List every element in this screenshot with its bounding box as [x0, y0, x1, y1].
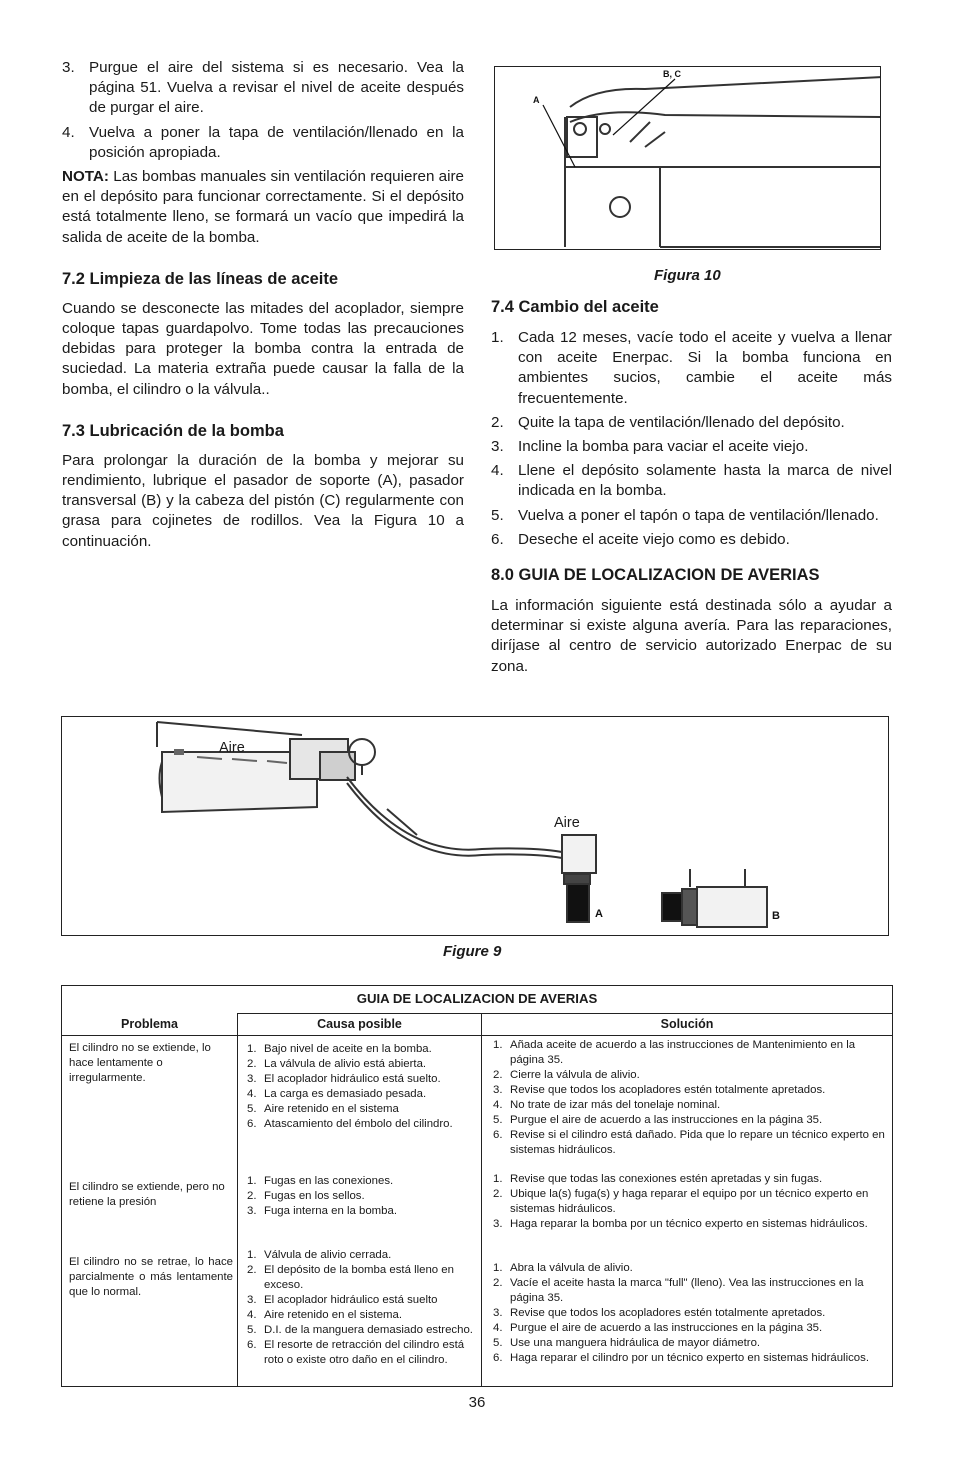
figure-10: [494, 66, 881, 250]
table-title: GUIA DE LOCALIZACION DE AVERIAS: [356, 991, 598, 1006]
row-1-problem: El cilindro no se extiende, lo hace lentamente o irregularmente.: [69, 1042, 211, 1084]
label-a: A: [595, 908, 603, 920]
list-item: 6. Deseche el aceite viejo como es debido.: [491, 530, 790, 548]
note-text: Las bombas manuales sin ventilación requieren aire en el depósito para funcionar correctamente. Si el depósito está totalmente lleno, se formará un vacío que impedirá la salida de aceite de la bomba.: [62, 168, 464, 246]
header-problem: Problema: [121, 1017, 178, 1031]
list-item: 3. El acoplador hidráulico está suelto: [247, 1294, 438, 1306]
purge-steps: [62, 58, 464, 163]
oil-change-steps: [491, 328, 892, 550]
list-item: 4. Llene el depósito solamente hasta la marca de nivel indicada en la bomba.: [491, 462, 892, 500]
section-73-body: Para prolongar la duración de la bomba y mejorar su rendimiento, lubrique el pasador de soporte (A), pasador transversal (B) y la cabeza del pistón (C) regularmente con grasa para cojinetes de rodillos. Vea la Figura 10 a continuación.: [62, 451, 464, 550]
divider: [62, 1035, 892, 1036]
list-item: 2. La válvula de alivio está abierta.: [247, 1058, 427, 1070]
list-item: 5. Aire retenido en el sistema: [247, 1103, 399, 1115]
pump-lubrication-illustration: [495, 67, 881, 250]
row-2-solutions: [493, 1172, 885, 1232]
section-72-title: 7.2 Limpieza de las líneas de aceite: [62, 269, 339, 288]
right-column: [491, 296, 892, 677]
list-item: 6. Revise si el cilindro está dañado. Pida que lo repare un técnico experto en sistemas hidráulicos.: [493, 1129, 885, 1156]
list-item: 1. Fugas en las conexiones.: [247, 1175, 394, 1187]
figure-10-caption: Figura 10: [654, 267, 721, 284]
list-item: 1. Añada aceite de acuerdo a las instrucciones de Mantenimiento en la página 35.: [493, 1039, 856, 1066]
row-1-solutions: [493, 1038, 885, 1158]
list-item: 3. El acoplador hidráulico está suelto.: [247, 1073, 441, 1085]
figure-9: [61, 716, 889, 936]
figure-9-caption: Figure 9: [443, 943, 502, 960]
section-72-body: Cuando se desconecte las mitades del acoplador, siempre coloque tapas guardapolvo. Tome todas las precauciones debidas para proteger la bomba contra la entrada de suciedad. La materia extraña puede causar la falla de la bomba, el cilindro o la válvula..: [62, 299, 464, 398]
section-80-body: La información siguiente está destinada sólo a ayudar a determinar si existe alguna avería. Para las reparaciones, diríjase al centro de servicio autorizado Enerpac de su zona.: [491, 597, 892, 675]
list-item: 3. Haga reparar la bomba por un técnico experto en sistemas hidráulicos.: [493, 1218, 868, 1230]
note-paragraph: [62, 167, 464, 248]
list-item: 4. Aire retenido en el sistema.: [247, 1309, 403, 1321]
list-item: 1. Abra la válvula de alivio.: [493, 1262, 633, 1274]
divider: [238, 1013, 892, 1014]
list-item: 4. La carga es demasiado pesada.: [247, 1088, 427, 1100]
label-b: B: [772, 910, 780, 922]
troubleshooting-table: [61, 985, 893, 1387]
list-item: 5. Use una manguera hidráulica de mayor diámetro.: [493, 1337, 761, 1349]
list-item: 5. Vuelva a poner el tapón o tapa de ventilación/llenado.: [491, 506, 879, 524]
row-3-solutions: [493, 1261, 885, 1366]
list-item: 4. No trate de izar más del tonelaje nominal.: [493, 1099, 721, 1111]
list-item: 2. Vacíe el aceite hasta la marca "full" (lleno). Vea las instrucciones en la página 35.: [493, 1277, 864, 1304]
row-2-problem: El cilindro se extiende, pero no retiene la presión: [69, 1181, 225, 1208]
list-item: 3. Incline la bomba para vaciar el aceite viejo.: [491, 438, 809, 456]
list-item: 2. Cierre la válvula de alivio.: [493, 1069, 640, 1081]
section-74-title: 7.4 Cambio del aceite: [491, 298, 659, 316]
row-3-causes: [247, 1248, 475, 1368]
list-item: 1. Revise que todas las conexiones estén apretadas y sin fugas.: [493, 1173, 823, 1185]
label-a: A: [533, 95, 540, 105]
list-item: 6. Haga reparar el cilindro por un técnico experto en sistemas hidráulicos.: [493, 1352, 869, 1364]
row-1-causes: [247, 1042, 475, 1132]
row-2-causes: [247, 1174, 475, 1219]
list-item: 3. Revise que todos los acopladores estén totalmente apretados.: [493, 1084, 826, 1096]
page-number: 36: [468, 1394, 486, 1411]
label-aire-1: Aire: [219, 740, 245, 756]
list-item: 1. Válvula de alivio cerrada.: [247, 1249, 392, 1261]
list-item: 4. Purgue el aire de acuerdo a las instrucciones en la página 35.: [493, 1322, 823, 1334]
list-item: 3. Purgue el aire del sistema si es necesario. Vea la página 51. Vuelva a revisar el nivel de aceite después de purgar el aire.: [62, 59, 464, 117]
list-item: 2. Ubique la(s) fuga(s) y haga reparar el equipo por un técnico experto en sistemas hidráulicos.: [493, 1188, 869, 1215]
note-label: NOTA:: [62, 168, 109, 186]
list-item: 3. Fuga interna en la bomba.: [247, 1205, 397, 1217]
list-item: 2. Quite la tapa de ventilación/llenado del depósito.: [491, 413, 845, 431]
list-item: 5. Purgue el aire de acuerdo a las instrucciones en la página 35.: [493, 1114, 823, 1126]
list-item: 6. Atascamiento del émbolo del cilindro.: [247, 1118, 453, 1130]
section-73-title: 7.3 Lubricación de la bomba: [62, 421, 284, 440]
row-3-problem: El cilindro no se retrae, lo hace parcialmente o más lentamente que lo normal.: [69, 1256, 233, 1298]
divider: [481, 1013, 482, 1386]
header-cause: Causa posible: [317, 1017, 402, 1031]
section-80-title: 8.0 GUIA DE LOCALIZACION DE AVERIAS: [491, 566, 820, 585]
list-item: 2. El depósito de la bomba está lleno en exceso.: [247, 1264, 454, 1291]
header-solution: Solución: [660, 1017, 714, 1031]
air-bleeding-illustration: [62, 717, 889, 936]
list-item: 6. El resorte de retracción del cilindro está roto o existe otro daño en el cilindro.: [247, 1339, 465, 1366]
list-item: 2. Fugas en los sellos.: [247, 1190, 365, 1202]
list-item: 4. Vuelva a poner la tapa de ventilación/llenado en la posición apropiada.: [62, 123, 464, 161]
divider: [237, 1013, 238, 1386]
left-column: [62, 58, 464, 552]
list-item: 3. Revise que todos los acopladores estén totalmente apretados.: [493, 1307, 826, 1319]
list-item: 1. Cada 12 meses, vacíe todo el aceite y vuelva a llenar con aceite Enerpac. Si la bomba funciona en ambientes sucios, cambie el aceite más frecuentemente.: [491, 329, 892, 407]
list-item: 5. D.I. de la manguera demasiado estrecho.: [247, 1324, 473, 1336]
label-aire-2: Aire: [554, 815, 580, 831]
list-item: 1. Bajo nivel de aceite en la bomba.: [247, 1043, 432, 1055]
label-bc: B, C: [663, 69, 681, 79]
